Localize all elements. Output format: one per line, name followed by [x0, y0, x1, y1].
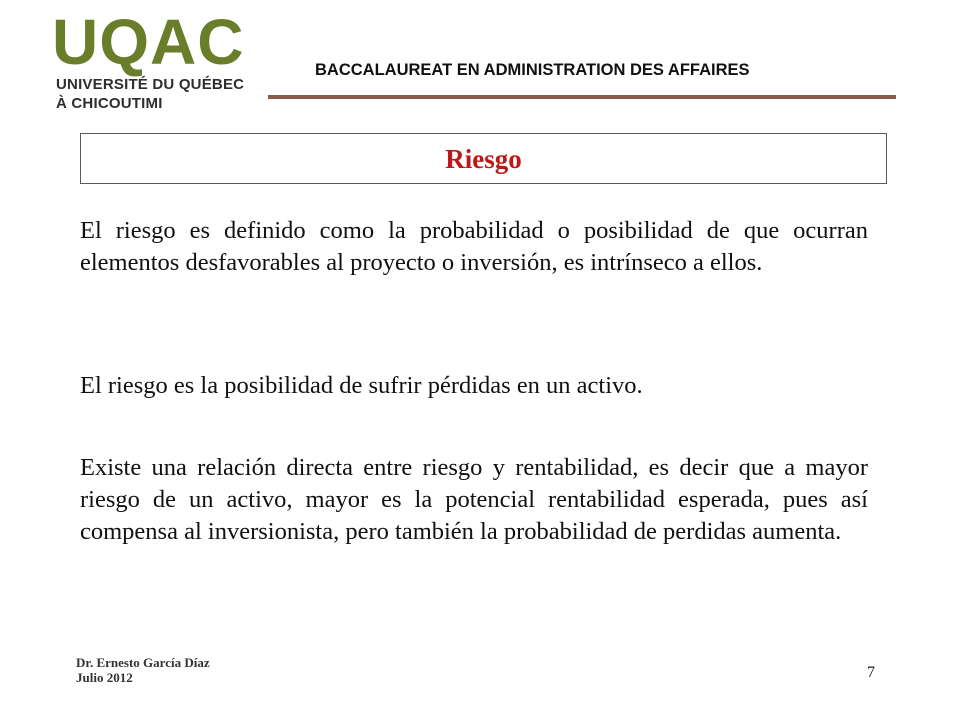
slide-title: Riesgo — [80, 133, 887, 184]
logo-university-line: UNIVERSITÉ DU QUÉBEC — [56, 76, 245, 93]
footer-date: Julio 2012 — [76, 670, 133, 685]
uqac-logo — [52, 6, 267, 114]
footer-author: Dr. Ernesto García Díaz — [76, 655, 210, 670]
header-divider — [268, 95, 896, 99]
paragraph-losses: El riesgo es la posibilidad de sufrir pérdidas en un activo. — [80, 372, 643, 399]
logo-city-line: À CHICOUTIMI — [56, 95, 163, 112]
program-title: BACCALAUREAT EN ADMINISTRATION DES AFFAIRES — [315, 61, 750, 79]
paragraph-definition: El riesgo es definido como la probabilidad o posibilidad de que ocurran elementos desfavorables al proyecto o inversión, es intrínseco a ellos. — [80, 217, 868, 276]
logo-wordmark: UQAC — [52, 6, 245, 78]
page-number: 7 — [867, 664, 875, 681]
paragraph-relationship: Existe una relación directa entre riesgo y rentabilidad, es decir que a mayor riesgo de un activo, mayor es la potencial rentabilidad esperada, pues así compensa al inversionista, pero también la probabilidad de perdidas aumenta. — [80, 454, 868, 545]
